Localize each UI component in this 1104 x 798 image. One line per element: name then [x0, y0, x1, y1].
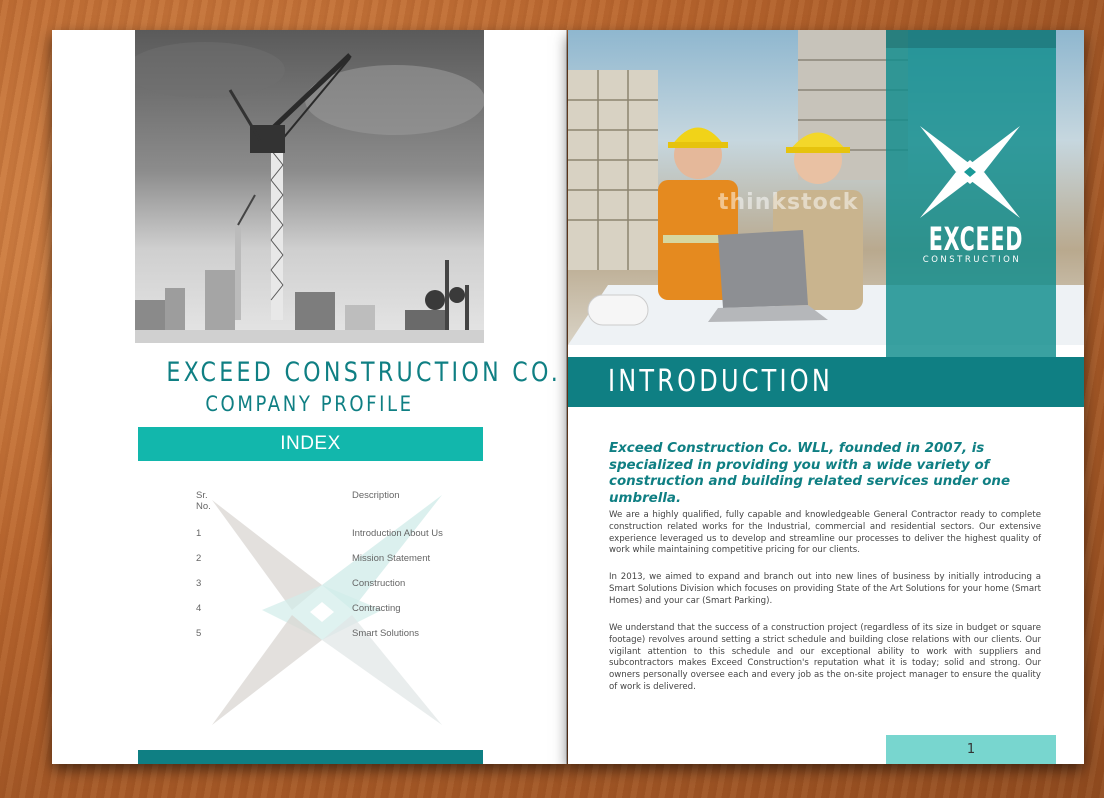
left-page — [52, 30, 567, 764]
company-title: EXCEED CONSTRUCTION CO. — [166, 357, 562, 388]
right-page — [568, 30, 1084, 764]
index-row-desc: Smart Solutions — [352, 628, 420, 639]
section-title: INTRODUCTION — [608, 364, 834, 399]
logo-watermark-icon — [192, 490, 452, 730]
body-paragraph: We are a highly qualified, fully capable and knowledgeable General Contractor ready to complete construction related works for the Industrial, commercial and residential sectors. Our extensive experience leveraged us to develop and streamline our processes to deliver the highest quality of work while maintaining competitive pricing for our clients. — [609, 510, 1041, 556]
body-paragraph: We understand that the success of a construction project (regardless of its size in budget or square footage) revolves around setting a strict schedule and building close relations with our clients. Our vigilant attention to this schedule and our exceptional ability to work with suppliers and subcontractors makes Exceed Construction's reputation what it is today; solid and strong. Our owners personally oversee each and every job as the on-site project manager to ensure the quality of work is delivered. — [609, 623, 1041, 692]
crane-photo — [135, 30, 484, 343]
index-row-desc: Mission Statement — [352, 553, 431, 564]
body-paragraph: In 2013, we aimed to expand and branch out into new lines of business by initially introducing a Smart Solutions Division which focuses on providing State of the Art Solutions for your home (Smart Homes) and your car (Smart Parking). — [609, 572, 1041, 606]
index-row-desc: Construction — [352, 578, 406, 589]
exceed-logo-icon — [920, 126, 1020, 218]
company-subtitle: COMPANY PROFILE — [205, 392, 414, 416]
index-row-desc: Contracting — [352, 603, 401, 614]
logo-wordmark: EXCEED — [928, 220, 1024, 258]
logo-panel-top — [886, 30, 1056, 48]
index-row-no: 3 — [196, 578, 202, 589]
logo-subtext: CONSTRUCTION — [922, 255, 1022, 265]
index-row-no: 5 — [196, 628, 202, 639]
index-row-no: 4 — [196, 603, 202, 614]
index-header-desc: Description — [352, 490, 400, 501]
photo-watermark: thinkstock — [718, 190, 859, 215]
index-row-desc: Introduction About Us — [352, 528, 443, 539]
crane-illustration — [135, 30, 484, 343]
index-row-no: 1 — [196, 528, 202, 539]
footer-bar — [138, 750, 483, 764]
intro-lead: Exceed Construction Co. WLL, founded in 2007, is specialized in providing you with a wide variety of construction and building related services under one umbrella. — [609, 441, 1011, 506]
page-number: 1 — [886, 735, 1056, 764]
index-header-no: Sr. No. — [196, 490, 211, 512]
index-heading: INDEX — [138, 427, 483, 461]
index-row-no: 2 — [196, 553, 202, 564]
